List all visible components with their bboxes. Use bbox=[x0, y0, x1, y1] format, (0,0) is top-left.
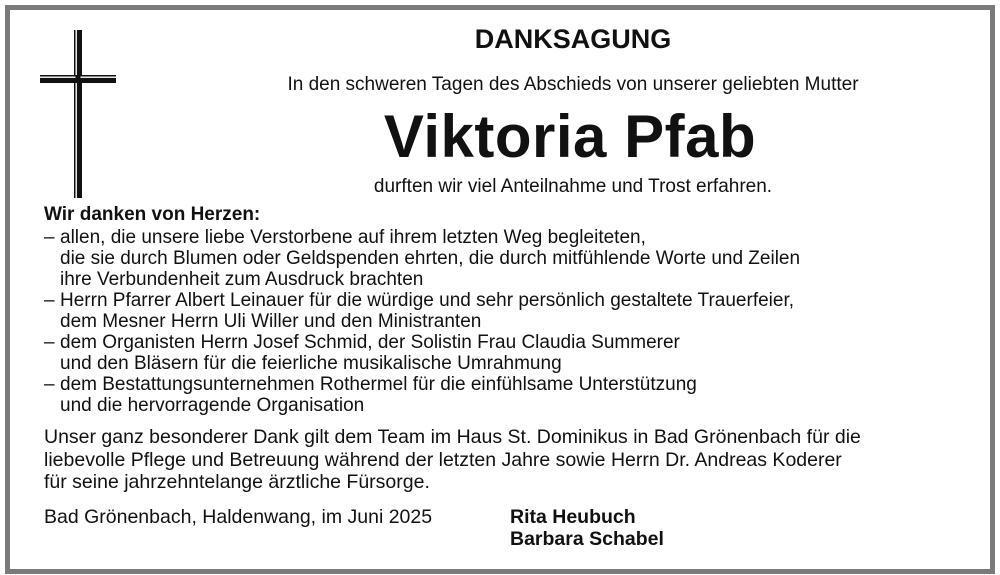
list-item-line: Herrn Pfarrer Albert Leinauer für die würdige und sehr persönlich gestaltete Trauerfeier, bbox=[60, 290, 795, 311]
list-item-line: ihre Verbundenheit zum Ausdruck brachten bbox=[60, 269, 424, 290]
list-item-line: und die hervorragende Organisation bbox=[60, 395, 365, 416]
after-name-text: durften wir viel Anteilnahme und Trost erfahren. bbox=[373, 176, 773, 197]
list-item-line: die sie durch Blumen oder Geldspenden ehrten, die durch mitfühlende Worte und Zeilen bbox=[60, 248, 801, 269]
signatories bbox=[510, 506, 664, 550]
closing-line: liebevolle Pflege und Betreuung während der letzten Jahre sowie Herrn Dr. Andreas Koderer bbox=[44, 448, 842, 471]
place-date: Bad Grönenbach, Haldenwang, im Juni 2025 bbox=[44, 506, 433, 528]
list-dash: – bbox=[44, 290, 55, 311]
closing-line: Unser ganz besonderer Dank gilt dem Team im Haus St. Dominikus in Bad Grönenbach für die bbox=[44, 426, 861, 448]
signatory-name: Rita Heubuch bbox=[510, 506, 636, 528]
list-item-line: und den Bläsern für die feierliche musikalische Umrahmung bbox=[60, 353, 562, 374]
list-dash: – bbox=[44, 374, 55, 395]
list-item-line: dem Organisten Herrn Josef Schmid, der Solistin Frau Claudia Summerer bbox=[60, 332, 680, 353]
closing-line: für seine jahrzehntelange ärztliche Fürsorge. bbox=[44, 471, 430, 493]
list-item-line: dem Bestattungsunternehmen Rothermel für die einfühlsame Unterstützung bbox=[60, 374, 697, 395]
thanks-heading: Wir danken von Herzen: bbox=[44, 204, 261, 225]
list-dash: – bbox=[44, 332, 55, 353]
list-dash: – bbox=[44, 227, 55, 248]
intro-text: In den schweren Tagen des Abschieds von unserer geliebten Mutter bbox=[287, 74, 859, 95]
deceased-name: Viktoria Pfab bbox=[383, 103, 757, 170]
list-item-line: allen, die unsere liebe Verstorbene auf ihrem letzten Weg begleiteten, bbox=[60, 227, 646, 248]
closing-paragraph bbox=[44, 426, 861, 494]
list-item-line: dem Mesner Herrn Uli Willer und den Ministranten bbox=[60, 311, 482, 332]
signatory-name: Barbara Schabel bbox=[510, 528, 664, 550]
notice-title: DANKSAGUNG bbox=[474, 24, 672, 54]
